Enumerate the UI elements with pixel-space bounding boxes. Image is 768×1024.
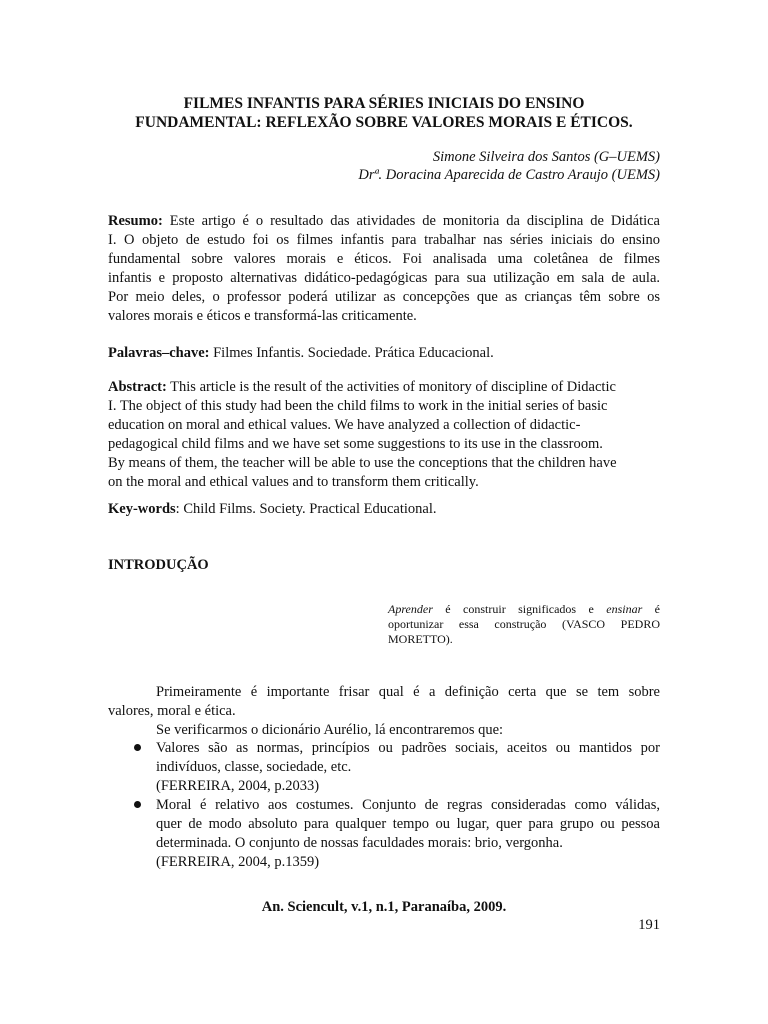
abstract-line-4: pedagogical child films and we have set some suggestions to its use in the classroom. xyxy=(108,436,603,452)
resumo-line-4: infantis e proposto alternativas didático-pedagógicas para sua utilização em sala de aula. xyxy=(108,270,660,286)
epigraph-line-3: MORETTO). xyxy=(388,632,453,646)
abstract-line-3: education on moral and ethical values. We have analyzed a collection of didactic- xyxy=(108,417,581,433)
resumo-line-2: I. O objeto de estudo foi os filmes infantis para trabalhar nas séries iniciais do ensino xyxy=(108,232,660,248)
definitions-list xyxy=(108,739,660,872)
bullet-2-line-1: Moral é relativo aos costumes. Conjunto de regras consideradas como válidas, xyxy=(156,797,660,813)
bullet-1-line-1: Valores são as normas, princípios ou padrões sociais, aceitos ou mantidos por xyxy=(156,740,660,756)
bullet-1-reference: (FERREIRA, 2004, p.2033) xyxy=(156,778,320,794)
page-number: 191 xyxy=(638,917,660,933)
article-title xyxy=(108,94,660,132)
abstract-line-1 xyxy=(108,378,660,397)
bullet-2-line-2: quer de modo absoluto para qualquer tempo ou lugar, quer para grupo ou pessoa xyxy=(156,816,660,832)
title-line-1: FILMES INFANTIS PARA SÉRIES INICIAIS DO ENSINO xyxy=(183,95,585,112)
resumo-line-5: Por meio deles, o professor poderá utilizar as concepções que as crianças têm sobre os xyxy=(108,289,660,305)
list-item xyxy=(108,796,660,872)
section-heading-introducao: INTRODUÇÃO xyxy=(108,557,209,573)
resumo-line-3: fundamental sobre valores morais e éticos. Foi analisada uma coletânea de filmes xyxy=(108,251,660,267)
keywords-label: Key-words xyxy=(108,501,176,517)
resumo-line-6: valores morais e éticos e transformá-las criticamente. xyxy=(108,308,417,324)
intro-para2: Se verificarmos o dicionário Aurélio, lá encontraremos que: xyxy=(156,722,504,738)
epigraph-word-ensinar: ensinar xyxy=(606,602,643,616)
list-item xyxy=(108,739,660,796)
bullet-icon xyxy=(134,744,141,751)
author-2: Drª. Doracina Aparecida de Castro Araujo (UEMS) xyxy=(358,167,660,183)
epigraph-mid-2: é xyxy=(642,602,660,616)
keywords-text: : Child Films. Society. Practical Educational. xyxy=(175,501,437,517)
resumo-label: Resumo: xyxy=(108,213,163,229)
resumo-text-1: Este artigo é o resultado das atividades de monitoria da disciplina de Didática xyxy=(162,213,660,229)
resumo-line-1 xyxy=(108,212,660,231)
epigraph-line-2: oportunizar essa construção (VASCO PEDRO xyxy=(388,617,660,631)
abstract-line-5: By means of them, the teacher will be able to use the conceptions that the children have xyxy=(108,455,617,471)
palavras-chave-text: Filmes Infantis. Sociedade. Prática Educacional. xyxy=(209,345,494,361)
abstract-text-1: This article is the result of the activities of monitory of discipline of Didactic xyxy=(166,379,616,395)
bullet-icon xyxy=(134,801,141,808)
resumo-paragraph xyxy=(108,212,660,326)
palavras-chave-paragraph xyxy=(108,344,660,363)
epigraph-mid-1: é construir significados e xyxy=(432,602,607,616)
author-1: Simone Silveira dos Santos (G–UEMS) xyxy=(432,149,660,165)
bullet-2-reference: (FERREIRA, 2004, p.1359) xyxy=(156,854,320,870)
bullet-2-line-3: determinada. O conjunto de nossas faculdades morais: brio, vergonha. xyxy=(156,835,563,851)
abstract-line-6: on the moral and ethical values and to transform them critically. xyxy=(108,474,479,490)
intro-para1-line-1: Primeiramente é importante frisar qual é a definição certa que se tem sobre xyxy=(156,684,660,700)
title-line-2: FUNDAMENTAL: REFLEXÃO SOBRE VALORES MORAIS E ÉTICOS. xyxy=(135,114,633,131)
epigraph-word-aprender: Aprender xyxy=(388,602,433,616)
epigraph-quote xyxy=(388,602,660,647)
intro-para1-line-2: valores, moral e ética. xyxy=(108,703,236,719)
keywords-paragraph xyxy=(108,500,660,519)
palavras-chave-label: Palavras–chave: xyxy=(108,345,210,361)
abstract-paragraph xyxy=(108,378,660,492)
author-list xyxy=(108,148,660,184)
abstract-label: Abstract: xyxy=(108,379,167,395)
abstract-line-2: I. The object of this study had been the child films to work in the initial series of basic xyxy=(108,398,608,414)
epigraph-line-1 xyxy=(388,602,660,617)
intro-paragraph-1 xyxy=(108,683,660,740)
bullet-1-line-2: indivíduos, classe, sociedade, etc. xyxy=(156,759,352,775)
journal-citation-footer: An. Sciencult, v.1, n.1, Paranaíba, 2009. xyxy=(261,899,507,915)
